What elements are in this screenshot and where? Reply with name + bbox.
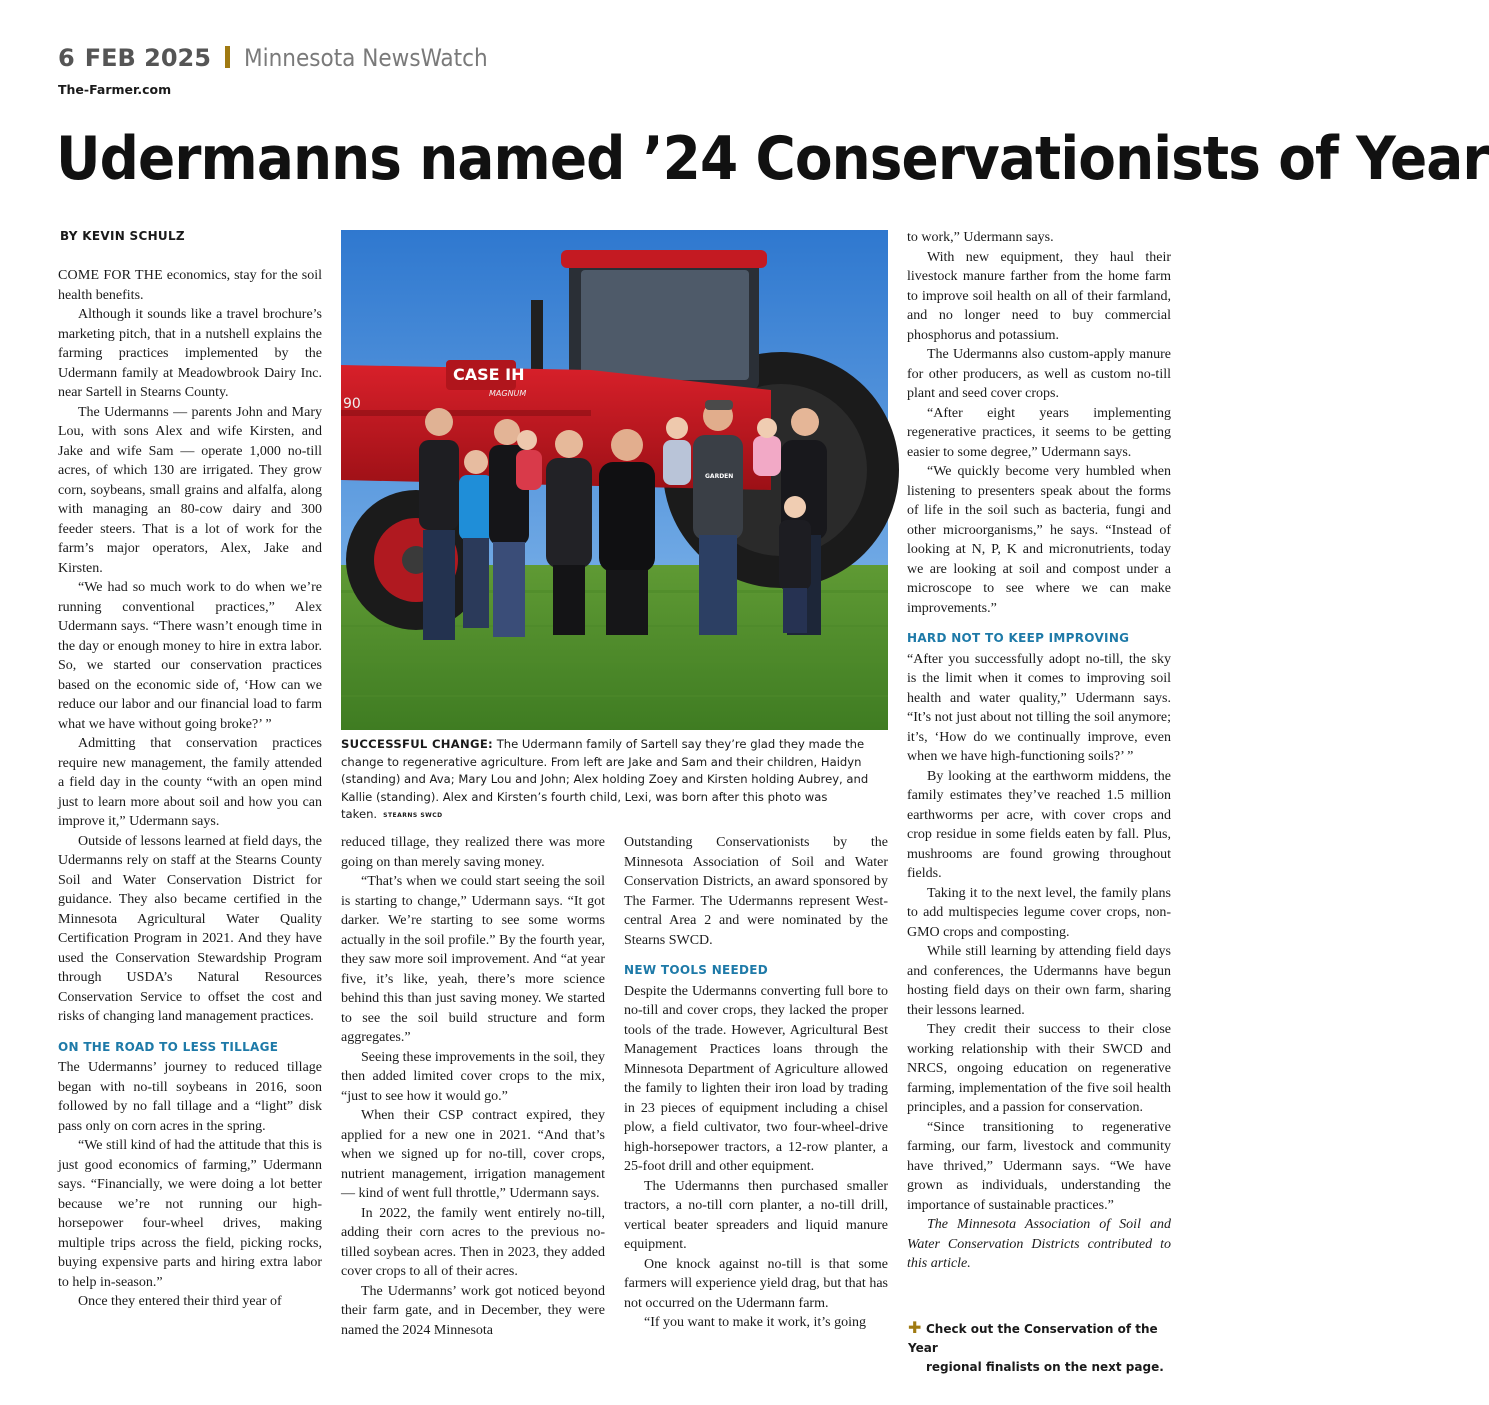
byline: BY KEVIN SCHULZ [60,229,185,243]
paragraph: to work,” Udermann says. [907,230,1054,245]
subhead-less-tillage: ON THE ROAD TO LESS TILLAGE [58,1039,279,1054]
subhead-keep-improving: HARD NOT TO KEEP IMPROVING [907,631,1130,645]
paragraph: By looking at the earthworm middens, the family estimates they’ve reached 1.5 million earthworms per acre, with cover crops and crop residue in some fields eaten by fall. Plus, mushrooms are found growing throughout fields. [907,768,1171,881]
family-tractor-photo [341,230,888,730]
article-column-3 [624,833,888,1333]
paragraph: Outstanding Conservationists by the Minnesota Association of Soil and Water Conservation Districts, an award sponsored by The Farmer. The Udermanns represent West-central Area 2 and were nominated by the Stearns SWCD. [624,835,888,948]
paragraph: When their CSP contract expired, they applied for a new one in 2021. “And that’s when we signed up for no-till, cover crops, nutrient management, irrigation management — kind of went full throttle,” Udermann says. [341,1108,605,1201]
paragraph: “We quickly become very humbled when listening to presenters speak about the forms of life in the soil such as bacteria, fungi and other microorganisms,” he says. “Instead of looking at N, P, K and micronutrients, today we are looking at soil and compost under a microscope to see where we can make improvements.” [907,464,1171,616]
lead-caps: COME FOR THE [58,268,163,283]
shirt-text: GARDEN [705,473,734,480]
paragraph: “We still kind of had the attitude that this is just good economics of farming,” Udermann says. “Financially, we were doing a lot better because we’re not running our high-horsepower four-wheel drives, making multiple trips across the field, picking rocks, buying expensive parts and hiring extra labor to help in-season.” [58,1138,322,1290]
paragraph: Once they entered their third year of [78,1294,282,1309]
lead-text: economics, stay for the soil health benefits. [58,268,323,303]
article-column-1 [58,266,322,1312]
paragraph: With new equipment, they haul their livestock manure farther from the home farm to improve soil health on all of their farmland, and no longer need to buy commercial phosphorus and potassium. [907,249,1171,343]
teaser-line-2: regional finalists on the next page. [926,1360,1164,1374]
paragraph: The Udermanns then purchased smaller tractors, a no-till corn planter, a no-till drill, vertical beater spreaders and liquid manure equipment. [624,1178,888,1252]
next-page-teaser[interactable] [908,1318,1172,1377]
paragraph: Seeing these improvements in the soil, they then added limited cover crops to the mix, “just to see how it would go.” [341,1049,605,1104]
tractor-model-text: MAGNUM [489,389,527,398]
article-column-4 [907,228,1171,1274]
paragraph: They credit their success to their close working relationship with their SWCD and NRCS, ongoing education on regenerative farming, implementation of the five soil health principles, and a passion for conservation. [907,1022,1171,1115]
site-url: The-Farmer.com [58,82,172,97]
paragraph: The Udermanns also custom-apply manure for other producers, as well as custom no-till plant and seed cover crops. [907,347,1171,401]
paragraph: Despite the Udermanns converting full bore to no-till and cover crops, they lacked the proper tools of the trade. However, Agricultural Best Management Practices loans through the Minnesota Department of Agriculture allowed the family to lighten their iron load by trading in 23 pieces of equipment including a chisel plow, a field cultivator, two four-wheel-drive high-horsepower tractors, a 12-row planter, a 25-foot drill and other equipment. [624,983,888,1174]
masthead-divider [225,46,230,68]
paragraph: Admitting that conservation practices require new management, the family attended a field day in the county “with an open mind just to learn more about soil and how you can improve it,” Udermann says. [58,736,322,829]
plus-icon: ✚ [908,1318,922,1337]
contributor-credit: The Minnesota Association of Soil and Water Conservation Districts contributed to this article. [907,1217,1171,1271]
paragraph: “We had so much work to do when we’re running conventional practices,” Alex Udermann says. “There wasn’t enough time in the day or enough money to hire in extra labor. So, we started our conservation practices based on the economic side of, ‘How can we reduce our labor and our financial load to farm what we have without going broke?’ ” [58,580,322,732]
paragraph: Outside of lessons learned at field days, the Udermanns rely on staff at the Stearns County Soil and Water Conservation District for guidance. They also became certified in the Minnesota Agricultural Water Quality Certification Program in 2021. And they have used the Conservation Stewardship Program through USDA’s Natural Resources Conservation Service to offset the cost and risks of changing land management practices. [58,833,322,1024]
paragraph: “Since transitioning to regenerative farming, our farm, livestock and community have thrived,” Udermann says. “We have grown as individuals, understanding the importance of sustainable practices.” [907,1119,1171,1213]
paragraph: The Udermanns’ journey to reduced tillage began with no-till soybeans in 2016, soon followed by no fall tillage and a “light” disk pass only on corn acres in the spring. [58,1060,322,1134]
masthead [58,44,488,84]
paragraph: Taking it to the next level, the family plans to add multispecies legume cover crops, non-GMO crops and composting. [907,885,1171,940]
paragraph: “If you want to make it work, it’s going [644,1315,867,1330]
photo-credit: STEARNS SWCD [383,812,443,820]
lead-paragraph [58,266,322,305]
paragraph: The Udermanns — parents John and Mary Lou, with sons Alex and wife Kirsten, and Jake and wife Sam — operate 1,000 no-till acres, of which 130 are irrigated. They grow corn, soybeans, small grains and alfalfa, along with managing an 80-cow dairy and 300 feeder steers. That is a lot of work for the farm’s major operators, Alex, Jake and Kirsten. [58,404,322,576]
caption-label: SUCCESSFUL CHANGE: [341,737,493,751]
paragraph: While still learning by attending field days and conferences, the Udermanns have begun hosting field days on their own farm, sharing their lessons learned. [907,944,1171,1018]
paragraph: In 2022, the family went entirely no-till, adding their corn acres to the previous no-tilled soybean acres. Then in 2023, they added cover crops to all of their acres. [341,1205,605,1279]
tractor-brand-text: CASE IH [453,365,525,384]
paragraph: “After eight years implementing regenerative practices, it seems to be getting easier to some degree,” Udermann says. [907,405,1171,460]
paragraph: Although it sounds like a travel brochure’s marketing pitch, that in a nutshell explains the farming practices implemented by the Udermann family at Meadowbrook Dairy Inc. near Sartell in Stearns County. [58,307,322,400]
paragraph: reduced tillage, they realized there was more going on than merely saving money. [341,835,605,870]
issue-date: FEB 2025 [84,44,211,72]
page-number: 6 [58,44,75,72]
section-name: Minnesota NewsWatch [243,44,488,72]
paragraph: The Udermanns’ work got noticed beyond their farm gate, and in December, they were named the 2024 Minnesota [341,1283,605,1338]
paragraph: One knock against no-till is that some farmers will experience yield drag, but that has not occurred on the Udermann farm. [624,1256,888,1311]
caption-text: The Udermann family of Sartell say they’re glad they made the change to regenerative agriculture. From left are Jake and Sam and their children, Haidyn (standing) and Ava; Mary Lou and John; Alex holding Zoey and Kirsten holding Aubrey, and Kallie (standing). Alex and Kirsten’s fourth child, Lexi, was born after this photo was taken. [341,737,869,822]
paragraph: “After you successfully adopt no-till, the sky is the limit when it comes to improving soil health and water quality,” Udermann says. “It’s not just about not tilling the soil anymore; it’s, ‘How do we continually improve, even when we have high-functioning soils?’ ” [907,651,1171,764]
headline: Udermanns named ’24 Conservationists of Year [56,124,1489,194]
paragraph: “That’s when we could start seeing the soil is starting to change,” Udermann says. “It got darker. We’re starting to see some worms actually in the soil profile.” By the fourth year, they saw more soil improvement. And “at year five, it’s like, yeah, there’s more science behind this than just saving money. We started to see the soil build structure and form aggregates.” [341,874,605,1045]
teaser-line-1: Check out the Conservation of the Year [908,1322,1158,1355]
article-column-2 [341,833,605,1340]
photo-caption [341,736,888,825]
tractor-number-text: 90 [343,396,361,412]
subhead-new-tools: NEW TOOLS NEEDED [624,963,769,977]
